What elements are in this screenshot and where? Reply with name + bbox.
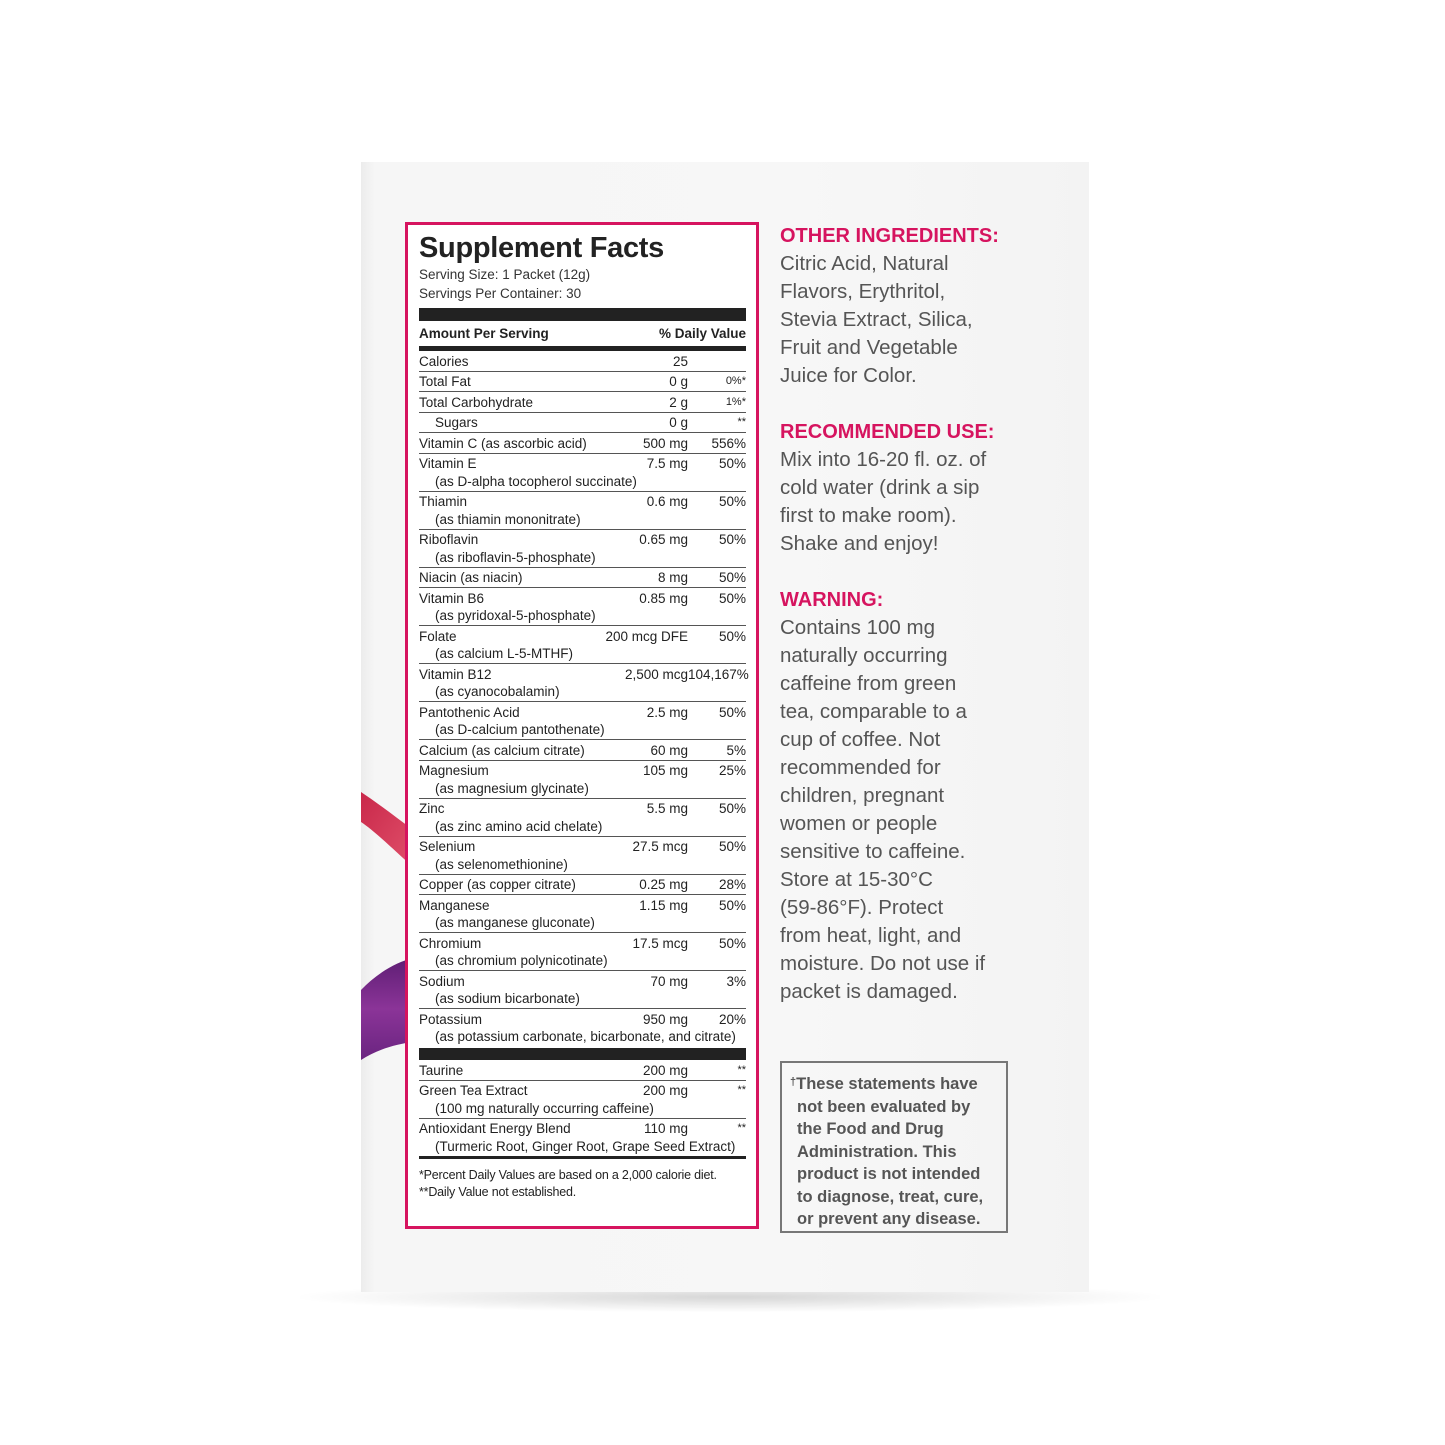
nutrient-row bbox=[419, 1060, 746, 1080]
nutrient-amount: 200 mcg DFE bbox=[605, 628, 688, 644]
amount-per-serving-label: Amount Per Serving bbox=[419, 326, 549, 341]
nutrient-amount: 27.5 mcg bbox=[632, 839, 688, 854]
nutrient-row bbox=[419, 625, 746, 663]
nutrient-daily-value: 25% bbox=[718, 763, 746, 778]
nutrient-daily-value: 50% bbox=[718, 456, 746, 471]
nutrient-daily-value: 50% bbox=[718, 839, 746, 854]
disclaimer-text: to diagnose, treat, cure, bbox=[797, 1187, 984, 1206]
dagger-mark: † bbox=[790, 1076, 797, 1088]
nutrient-amount: 0 g bbox=[669, 415, 688, 430]
recommended-use-heading: RECOMMENDED USE: bbox=[780, 421, 995, 443]
nutrient-row bbox=[419, 491, 746, 529]
warning-line: Contains 100 mg bbox=[780, 616, 935, 639]
nutrient-row bbox=[419, 739, 746, 760]
nutrient-row bbox=[419, 567, 746, 588]
nutrient-source: (as D-calcium pantothenate) bbox=[435, 722, 605, 737]
nutrient-daily-value: 3% bbox=[726, 973, 746, 989]
nutrient-line bbox=[419, 455, 746, 473]
recommended-use-line: cold water (drink a sip bbox=[780, 476, 980, 499]
nutrient-daily-value: 50% bbox=[718, 801, 746, 816]
nutrient-amount: 2,500 mcg bbox=[624, 666, 688, 682]
nutrient-amount: 950 mg bbox=[642, 1011, 688, 1027]
disclaimer-line bbox=[790, 1096, 996, 1119]
nutrient-source: (as cyanocobalamin) bbox=[435, 684, 560, 699]
facts-divider-thick bbox=[419, 308, 746, 321]
nutrient-row bbox=[419, 371, 746, 392]
nutrient-line bbox=[419, 569, 746, 587]
fda-disclaimer-box bbox=[780, 1061, 1008, 1233]
nutrient-row bbox=[419, 836, 746, 874]
nutrient-row bbox=[419, 874, 746, 895]
nutrient-daily-value: 0%* bbox=[725, 375, 746, 387]
recommended-use-line: Shake and enjoy! bbox=[780, 532, 939, 555]
nutrient-amount: 0.65 mg bbox=[639, 532, 688, 547]
nutrient-source: (as calcium L-5-MTHF) bbox=[435, 646, 574, 661]
nutrient-row bbox=[419, 391, 746, 412]
disclaimer-line bbox=[790, 1141, 996, 1164]
disclaimer-line bbox=[790, 1073, 996, 1096]
nutrient-amount: 60 mg bbox=[650, 742, 688, 758]
nutrient-source: (as pyridoxal-5-phosphate) bbox=[435, 608, 596, 623]
nutrient-amount: 8 mg bbox=[657, 570, 688, 585]
nutrient-line bbox=[419, 876, 746, 894]
nutrient-line bbox=[419, 762, 746, 780]
nutrient-name: Selenium bbox=[419, 839, 476, 854]
nutrient-name: Niacin (as niacin) bbox=[419, 570, 523, 585]
nutrient-line bbox=[419, 1120, 746, 1138]
nutrient-line bbox=[419, 1011, 746, 1029]
recommended-use-line: Mix into 16-20 fl. oz. of bbox=[780, 448, 987, 471]
nutrient-row bbox=[419, 351, 746, 371]
nutrient-name: Magnesium bbox=[419, 763, 489, 778]
product-box-back bbox=[361, 162, 1089, 1292]
daily-value-label: % Daily Value bbox=[658, 326, 746, 341]
nutrient-name: Total Fat bbox=[419, 374, 471, 389]
disclaimer-line bbox=[790, 1186, 996, 1209]
nutrient-row bbox=[419, 412, 746, 433]
nutrient-amount: 500 mg bbox=[642, 435, 688, 451]
nutrient-row bbox=[419, 453, 746, 491]
nutrient-amount: 0 g bbox=[669, 374, 688, 389]
nutrient-amount: 70 mg bbox=[650, 973, 688, 989]
nutrient-row bbox=[419, 432, 746, 453]
disclaimer-text: product is not intended bbox=[797, 1165, 981, 1183]
nutrient-name: Calories bbox=[419, 353, 469, 369]
nutrient-line bbox=[419, 1062, 746, 1080]
nutrient-daily-value: ** bbox=[737, 1122, 746, 1134]
nutrient-name: Vitamin E bbox=[419, 456, 477, 471]
warning-line: caffeine from green bbox=[780, 672, 957, 695]
warning-line: Store at 15-30°C bbox=[780, 868, 933, 891]
warning-line: from heat, light, and bbox=[780, 924, 962, 947]
nutrient-name: Thiamin bbox=[419, 494, 468, 509]
nutrient-line bbox=[419, 353, 746, 371]
disclaimer-line bbox=[790, 1118, 996, 1141]
warning-line: recommended for bbox=[780, 756, 941, 779]
nutrient-daily-value: ** bbox=[737, 1084, 746, 1096]
nutrient-line bbox=[419, 973, 746, 991]
warning-heading: WARNING: bbox=[780, 589, 884, 611]
nutrient-amount: 2 g bbox=[669, 394, 688, 410]
disclaimer-line bbox=[790, 1208, 996, 1231]
nutrient-daily-value: 50% bbox=[718, 704, 746, 720]
fda-disclaimer-text bbox=[790, 1073, 996, 1231]
disclaimer-line bbox=[790, 1163, 996, 1186]
nutrient-daily-value: 1%* bbox=[725, 395, 746, 408]
warning-line: children, pregnant bbox=[780, 784, 945, 807]
other-ingredients-line: Citric Acid, Natural bbox=[780, 252, 949, 275]
other-ingredients-line: Flavors, Erythritol, bbox=[780, 280, 946, 303]
nutrient-row bbox=[419, 1080, 746, 1118]
nutrient-daily-value: 50% bbox=[718, 590, 746, 606]
nutrient-line bbox=[419, 414, 746, 432]
facts-divider-thick-2 bbox=[419, 1048, 746, 1060]
facts-footnotes bbox=[419, 1159, 746, 1202]
nutrient-source: (as magnesium glycinate) bbox=[435, 780, 589, 796]
nutrient-amount: 7.5 mg bbox=[646, 456, 688, 471]
warning-line: naturally occurring bbox=[780, 644, 948, 667]
nutrient-name: Folate bbox=[419, 628, 457, 644]
nutrient-daily-value bbox=[688, 353, 746, 371]
nutrient-name: Green Tea Extract bbox=[419, 1083, 528, 1098]
nutrient-line bbox=[419, 493, 746, 511]
warning-line: (59-86°F). Protect bbox=[780, 896, 944, 919]
footnote-daily-values: *Percent Daily Values are based on a 2,000 calorie diet. bbox=[419, 1167, 717, 1182]
nutrient-amount: 17.5 mcg bbox=[632, 935, 688, 951]
other-ingredients-line: Fruit and Vegetable bbox=[780, 336, 958, 359]
nutrient-amount: 5.5 mg bbox=[646, 801, 688, 816]
nutrient-daily-value: 20% bbox=[718, 1011, 746, 1027]
warning-line: packet is damaged. bbox=[780, 980, 958, 1003]
nutrient-source: (Turmeric Root, Ginger Root, Grape Seed Extract) bbox=[435, 1138, 736, 1154]
nutrient-row bbox=[419, 894, 746, 932]
nutrient-amount: 0.6 mg bbox=[646, 494, 688, 509]
nutrient-source: (as riboflavin-5-phosphate) bbox=[435, 549, 596, 565]
nutrient-line bbox=[419, 1082, 746, 1100]
nutrient-name: Manganese bbox=[419, 897, 490, 913]
nutrient-daily-value: 28% bbox=[718, 877, 746, 892]
nutrient-name: Chromium bbox=[419, 935, 482, 951]
nutrient-row bbox=[419, 932, 746, 970]
nutrient-source: (as chromium polynicotinate) bbox=[435, 953, 608, 968]
nutrient-rows bbox=[419, 351, 749, 1046]
nutrient-row bbox=[419, 970, 746, 1008]
nutrient-line bbox=[419, 628, 746, 646]
nutrient-amount: 0.25 mg bbox=[639, 877, 688, 892]
nutrient-amount: 105 mg bbox=[642, 763, 688, 778]
nutrient-line bbox=[419, 838, 746, 856]
side-info-column bbox=[780, 222, 1030, 1006]
nutrient-line bbox=[419, 590, 746, 608]
nutrient-line bbox=[419, 800, 746, 818]
nutrient-name: Potassium bbox=[419, 1011, 483, 1027]
supplement-facts-title: Supplement Facts bbox=[419, 232, 664, 264]
nutrient-name: Pantothenic Acid bbox=[419, 704, 520, 720]
supplement-facts-panel bbox=[405, 222, 759, 1229]
nutrient-name: Total Carbohydrate bbox=[419, 394, 534, 410]
nutrient-amount: 200 mg bbox=[642, 1083, 688, 1098]
nutrient-line bbox=[419, 435, 746, 453]
nutrient-source: (as D-alpha tocopherol succinate) bbox=[435, 473, 637, 489]
recommended-use-line: first to make room). bbox=[780, 504, 957, 527]
nutrient-line bbox=[419, 373, 746, 391]
nutrient-row bbox=[419, 798, 746, 836]
servings-per-container: Servings Per Container: 30 bbox=[419, 286, 582, 301]
nutrient-name: Vitamin B12 bbox=[419, 666, 492, 682]
nutrient-daily-value: 104,167% bbox=[688, 666, 749, 682]
nutrient-daily-value: ** bbox=[737, 416, 746, 428]
footnote-not-established: **Daily Value not established. bbox=[419, 1185, 577, 1199]
nutrient-source: (as potassium carbonate, bicarbonate, and citrate) bbox=[435, 1029, 736, 1044]
serving-size: Serving Size: 1 Packet (12g) bbox=[419, 267, 591, 282]
nutrient-daily-value: 50% bbox=[718, 935, 746, 951]
nutrient-name: Taurine bbox=[419, 1062, 464, 1078]
other-ingredients-line: Stevia Extract, Silica, bbox=[780, 308, 973, 331]
nutrient-name: Zinc bbox=[419, 801, 445, 816]
nutrient-amount: 1.15 mg bbox=[639, 897, 688, 913]
disclaimer-text: not been evaluated by bbox=[797, 1097, 971, 1116]
other-ingredients-text bbox=[780, 250, 1030, 390]
disclaimer-text: These statements have bbox=[796, 1075, 978, 1093]
disclaimer-text: Administration. This bbox=[797, 1142, 957, 1161]
nutrient-row bbox=[419, 1118, 746, 1156]
warning-line: sensitive to caffeine. bbox=[780, 840, 966, 863]
nutrient-name: Antioxidant Energy Blend bbox=[419, 1121, 571, 1136]
nutrient-row bbox=[419, 1008, 746, 1046]
warning-line: moisture. Do not use if bbox=[780, 952, 986, 975]
nutrient-line bbox=[419, 742, 746, 760]
nutrient-daily-value: 5% bbox=[726, 742, 746, 758]
disclaimer-text: the Food and Drug bbox=[797, 1120, 944, 1138]
nutrient-line bbox=[419, 935, 746, 953]
nutrient-source: (100 mg naturally occurring caffeine) bbox=[435, 1100, 654, 1116]
nutrient-source: (as sodium bicarbonate) bbox=[435, 991, 580, 1006]
nutrient-name: Vitamin C (as ascorbic acid) bbox=[419, 435, 587, 451]
recommended-use-text bbox=[780, 446, 1030, 558]
other-ingredient-rows bbox=[419, 1060, 746, 1156]
nutrient-row bbox=[419, 760, 746, 798]
facts-header-row bbox=[419, 321, 746, 346]
nutrient-line bbox=[419, 666, 749, 684]
other-ingredients-line: Juice for Color. bbox=[780, 364, 917, 387]
nutrient-row bbox=[419, 663, 749, 701]
nutrient-amount: 25 bbox=[672, 353, 688, 369]
nutrient-row bbox=[419, 587, 746, 625]
warning-line: cup of coffee. Not bbox=[780, 728, 941, 751]
nutrient-name: Sodium bbox=[419, 973, 465, 989]
nutrient-name: Copper (as copper citrate) bbox=[419, 877, 576, 892]
nutrient-daily-value: 556% bbox=[711, 435, 746, 451]
nutrient-name: Sugars bbox=[435, 415, 478, 430]
warning-text bbox=[780, 614, 1030, 1006]
nutrient-amount: 0.85 mg bbox=[639, 590, 688, 606]
nutrient-source: (as zinc amino acid chelate) bbox=[435, 818, 603, 834]
nutrient-line bbox=[419, 704, 746, 722]
nutrient-row bbox=[419, 529, 746, 567]
nutrient-source: (as thiamin mononitrate) bbox=[435, 511, 581, 527]
nutrient-source: (as manganese gluconate) bbox=[435, 915, 595, 930]
nutrient-line bbox=[419, 897, 746, 915]
nutrient-daily-value: 50% bbox=[718, 494, 746, 509]
nutrient-daily-value: ** bbox=[737, 1063, 746, 1076]
warning-line: women or people bbox=[780, 812, 938, 835]
nutrient-line bbox=[419, 531, 746, 549]
nutrient-name: Vitamin B6 bbox=[419, 590, 485, 606]
nutrient-amount: 2.5 mg bbox=[646, 704, 688, 720]
nutrient-row bbox=[419, 701, 746, 739]
nutrient-daily-value: 50% bbox=[718, 570, 746, 585]
nutrient-daily-value: 50% bbox=[718, 532, 746, 547]
nutrient-daily-value: 50% bbox=[718, 628, 746, 644]
disclaimer-text: or prevent any disease. bbox=[797, 1210, 981, 1228]
warning-line: tea, comparable to a bbox=[780, 700, 967, 723]
nutrient-source: (as selenomethionine) bbox=[435, 856, 568, 872]
nutrient-daily-value: 50% bbox=[718, 897, 746, 913]
nutrient-line bbox=[419, 394, 746, 412]
nutrient-amount: 110 mg bbox=[643, 1121, 688, 1136]
nutrient-name: Calcium (as calcium citrate) bbox=[419, 742, 585, 758]
other-ingredients-heading: OTHER INGREDIENTS: bbox=[780, 225, 999, 247]
nutrient-amount: 200 mg bbox=[642, 1062, 688, 1078]
nutrient-name: Riboflavin bbox=[419, 532, 479, 547]
